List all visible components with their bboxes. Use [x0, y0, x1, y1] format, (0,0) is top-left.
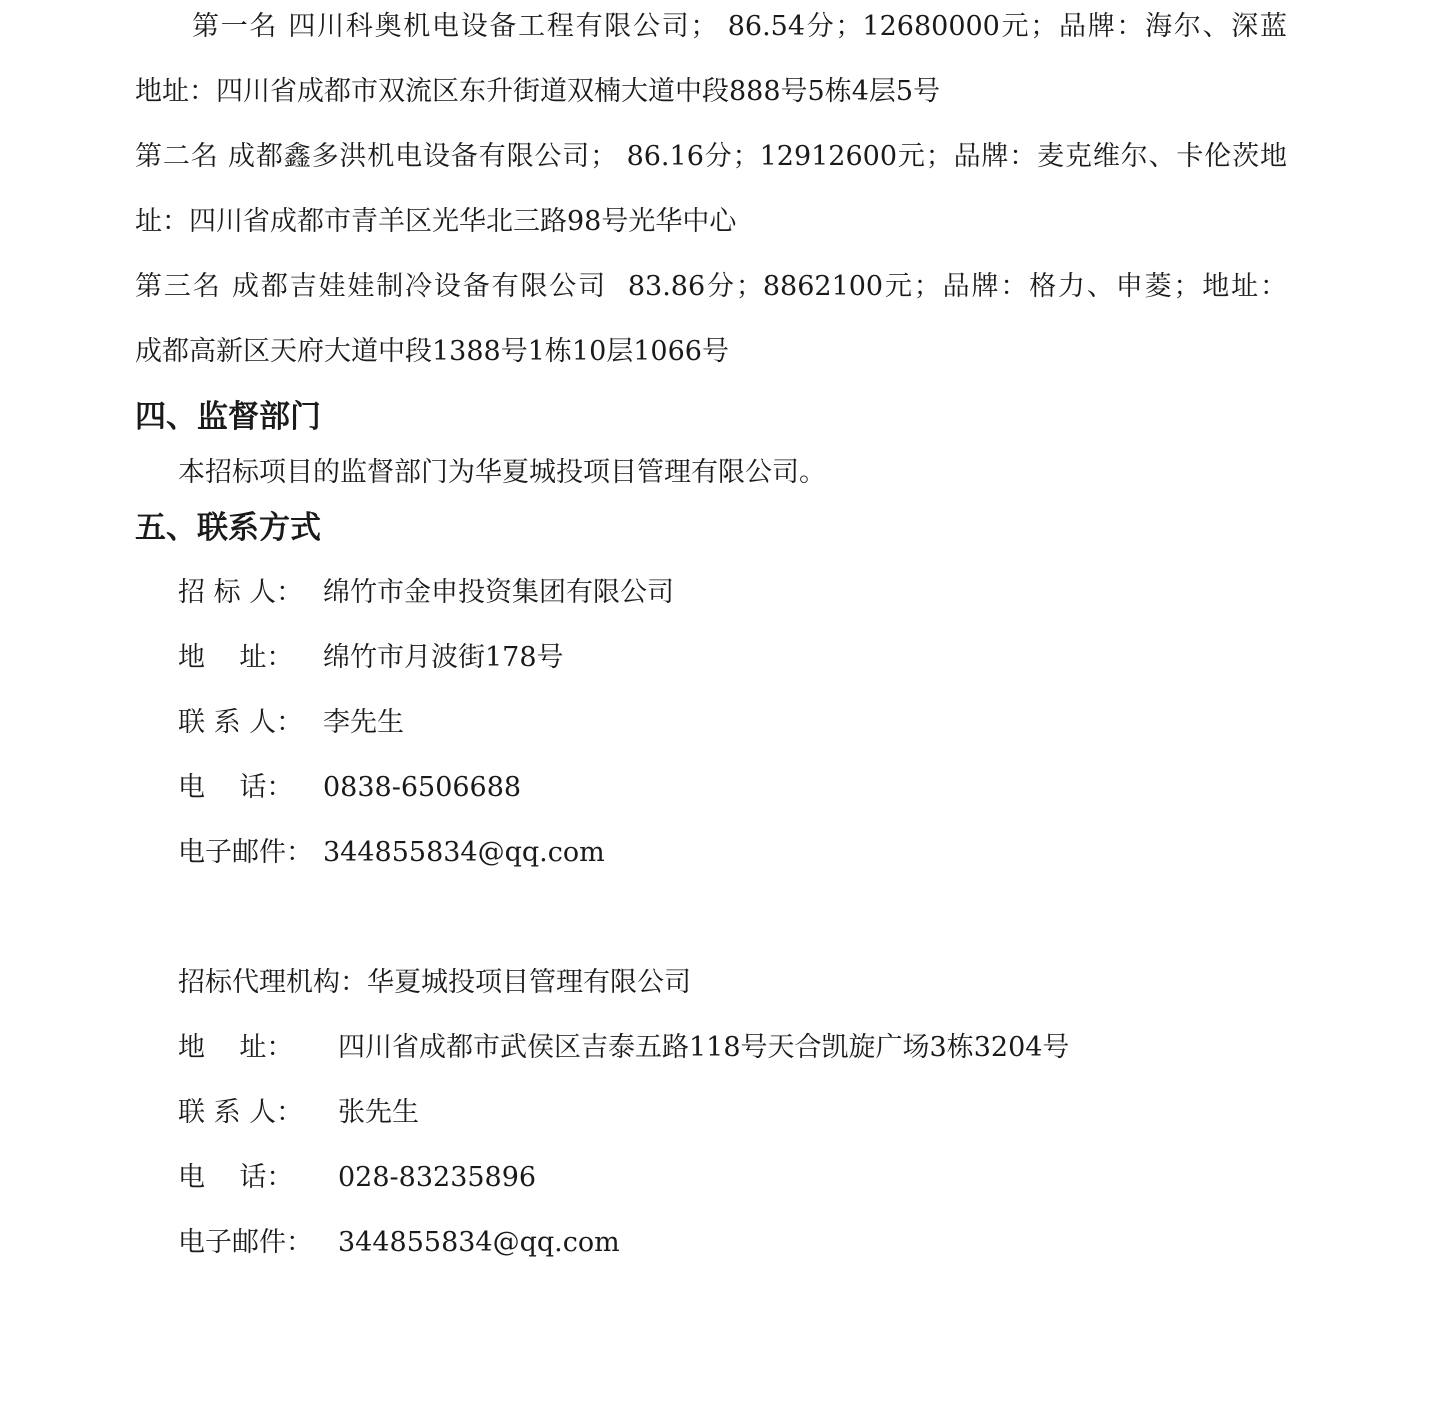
agency-row [178, 1031, 1069, 1065]
field-value: 344855834@qq.com [338, 1227, 620, 1258]
tenderer-row [178, 576, 674, 610]
field-label: 联 系 人： [178, 1097, 304, 1128]
field-label: 电子邮件： [178, 837, 313, 868]
field-label: 电子邮件： [178, 1227, 313, 1258]
agency-row [178, 1161, 536, 1195]
field-label: 招 标 人： [178, 577, 304, 608]
winner-1-line-2: 地址：四川省成都市双流区东升街道双楠大道中段888号5栋4层5号 [135, 76, 941, 107]
section-4-heading: 四、监督部门 [135, 399, 321, 435]
field-label: 地 址： [178, 642, 294, 673]
field-label: 电 话： [178, 772, 294, 803]
field-label: 联 系 人： [178, 707, 304, 738]
field-value: 李先生 [323, 707, 404, 738]
winner-1-line-1: 第一名 四川科奥机电设备工程有限公司； 86.54分；12680000元；品牌：海尔、深蓝 [192, 11, 1287, 42]
field-value: 四川省成都市武侯区吉泰五路118号天合凯旋广场3栋3204号 [338, 1032, 1070, 1063]
agency-row [178, 1226, 620, 1260]
field-value: 张先生 [338, 1097, 419, 1128]
winner-2-line-1: 第二名 成都鑫多洪机电设备有限公司； 86.16分；12912600元；品牌：麦克维尔、卡伦茨地 [135, 141, 1287, 172]
winner-3-line-1: 第三名 成都吉娃娃制冷设备有限公司 83.86分；8862100元；品牌：格力、申菱；地址： [135, 271, 1287, 302]
winner-3-line-2: 成都高新区天府大道中段1388号1栋10层1066号 [135, 336, 729, 367]
field-value: 绵竹市金申投资集团有限公司 [323, 577, 674, 608]
section-5-heading: 五、联系方式 [135, 510, 321, 546]
section-4-body: 本招标项目的监督部门为华夏城投项目管理有限公司。 [178, 457, 826, 488]
field-value: 028-83235896 [338, 1162, 537, 1193]
winner-2-line-2: 址：四川省成都市青羊区光华北三路98号光华中心 [135, 206, 737, 237]
field-label: 电 话： [178, 1162, 294, 1193]
field-value: 绵竹市月波街178号 [323, 642, 564, 673]
field-value: 344855834@qq.com [323, 837, 605, 868]
tenderer-row [178, 641, 564, 675]
field-label: 地 址： [178, 1032, 294, 1063]
tenderer-row [178, 836, 605, 870]
agency-title: 招标代理机构：华夏城投项目管理有限公司 [178, 967, 691, 998]
tenderer-row [178, 706, 404, 740]
field-value: 0838-6506688 [323, 772, 522, 803]
agency-row [178, 1096, 419, 1130]
tenderer-row [178, 771, 521, 805]
